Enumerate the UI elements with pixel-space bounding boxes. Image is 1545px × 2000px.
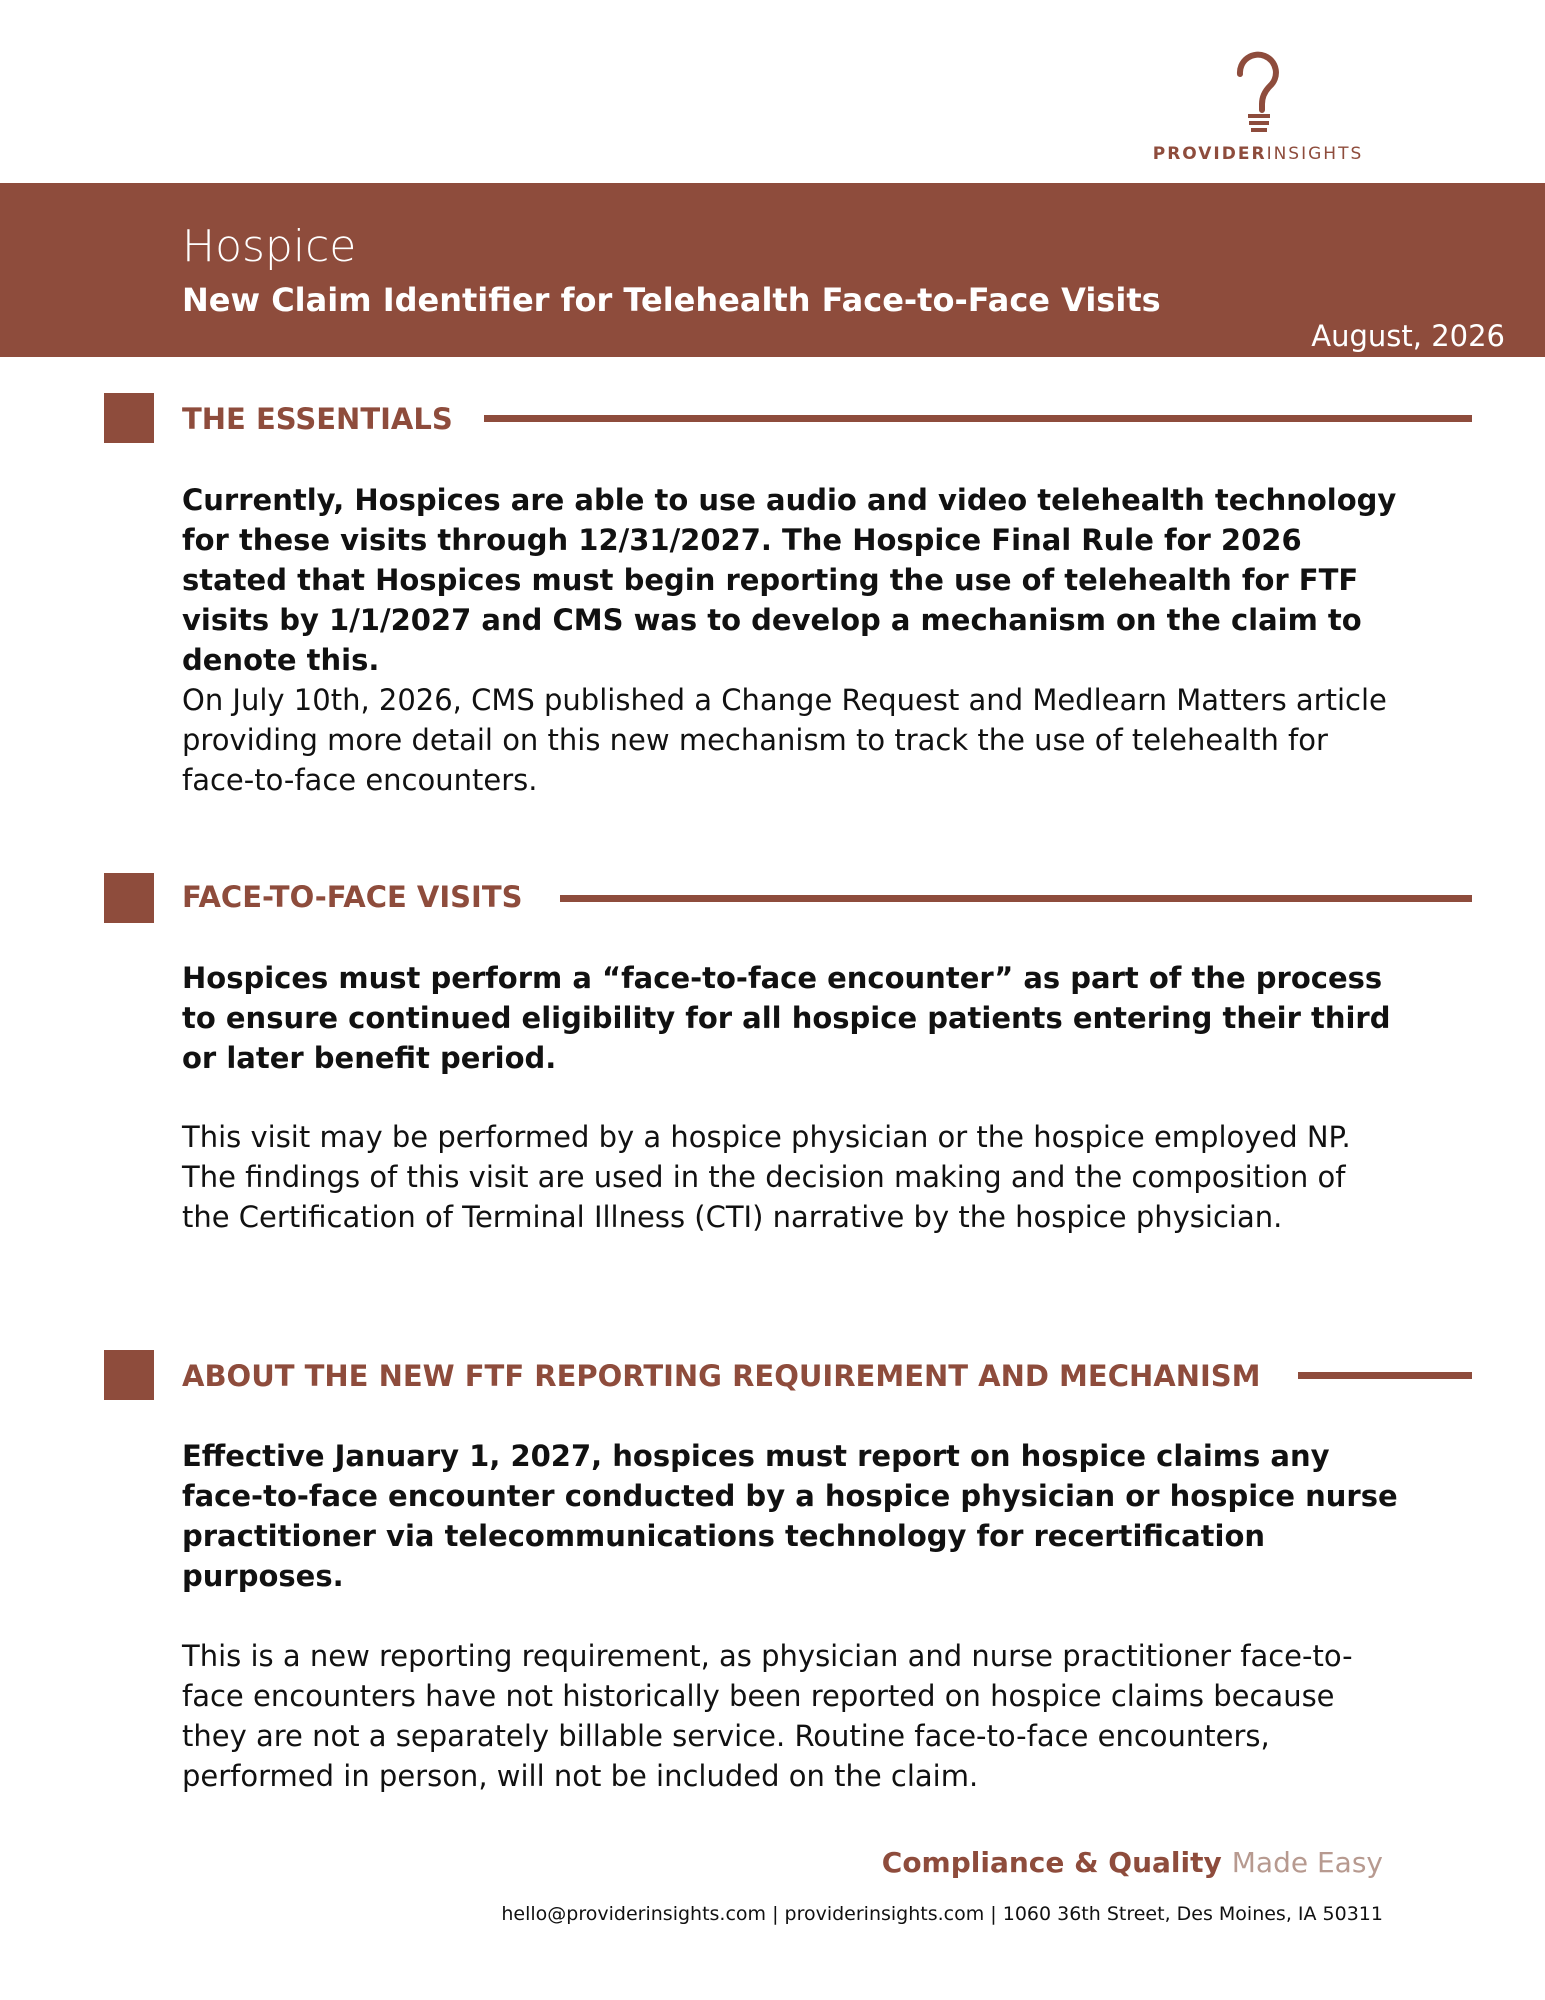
section-paragraph: This visit may be performed by a hospice physician or the hospice employed NP. The findings of this visit are used in the decision making and the composition of the Certification of Terminal Illness (CTI) narrative by the hospice physician. [182, 1120, 1351, 1234]
banner-kicker: Hospice [182, 221, 357, 272]
footer-contact: hello@providerinsights.com | providerinsights.com | 1060 36th Street, Des Moines, IA 50311 [501, 1903, 1383, 1925]
section-paragraph: On July 10th, 2026, CMS published a Change Request and Medlearn Matters article providing more detail on this new mechanism to track the use of telehealth for face-to-face encounters. [182, 683, 1387, 797]
section-marker [104, 1350, 154, 1400]
tagline-light: Made Easy [1231, 1846, 1383, 1879]
provider-insights-logo [1138, 44, 1378, 164]
section-heading: ABOUT THE NEW FTF REPORTING REQUIREMENT AND MECHANISM [182, 1359, 1261, 1393]
section-rule [484, 415, 1472, 422]
section-heading: FACE-TO-FACE VISITS [182, 880, 523, 914]
footer-tagline [882, 1846, 1383, 1879]
section-rule [560, 895, 1472, 902]
logo-wordmark [1138, 144, 1378, 164]
tagline-bold: Compliance & Quality [881, 1846, 1222, 1879]
title-banner [0, 183, 1545, 357]
document-title: New Claim Identifier for Telehealth Face-to-Face Visits [182, 281, 1161, 319]
section-bold-paragraph: Currently, Hospices are able to use audio and video telehealth technology for these visits through 12/31/2027. The Hospice Final Rule for 2026 stated that Hospices must begin reporting the use of telehealth for FTF visits by 1/1/2027 and CMS was to develop a mechanism on the claim to denote this. [182, 483, 1397, 677]
lightbulb-icon [1228, 44, 1288, 140]
section-rule [1298, 1372, 1472, 1379]
section-paragraph: This is a new reporting requirement, as physician and nurse practitioner face-to-face encounters have not historically been reported on hospice claims because they are not a separately billable service. Routine face-to-face encounters, performed in person, will not be included on the claim. [182, 1639, 1353, 1793]
section-bold-paragraph: Effective January 1, 2027, hospices must report on hospice claims any face-to-face encounter conducted by a hospice physician or hospice nurse practitioner via telecommunications technology for recertification purposes. [182, 1439, 1398, 1593]
section-marker [104, 393, 154, 443]
section-bold-paragraph: Hospices must perform a “face-to-face encounter” as part of the process to ensure continued eligibility for all hospice patients entering their third or later benefit period. [182, 961, 1391, 1075]
logo-brand-bold: PROVIDER [1152, 144, 1267, 164]
document-date: August, 2026 [1311, 319, 1505, 353]
logo-brand-light: INSIGHTS [1266, 144, 1364, 164]
section-marker [104, 873, 154, 923]
section-heading: THE ESSENTIALS [182, 402, 453, 436]
